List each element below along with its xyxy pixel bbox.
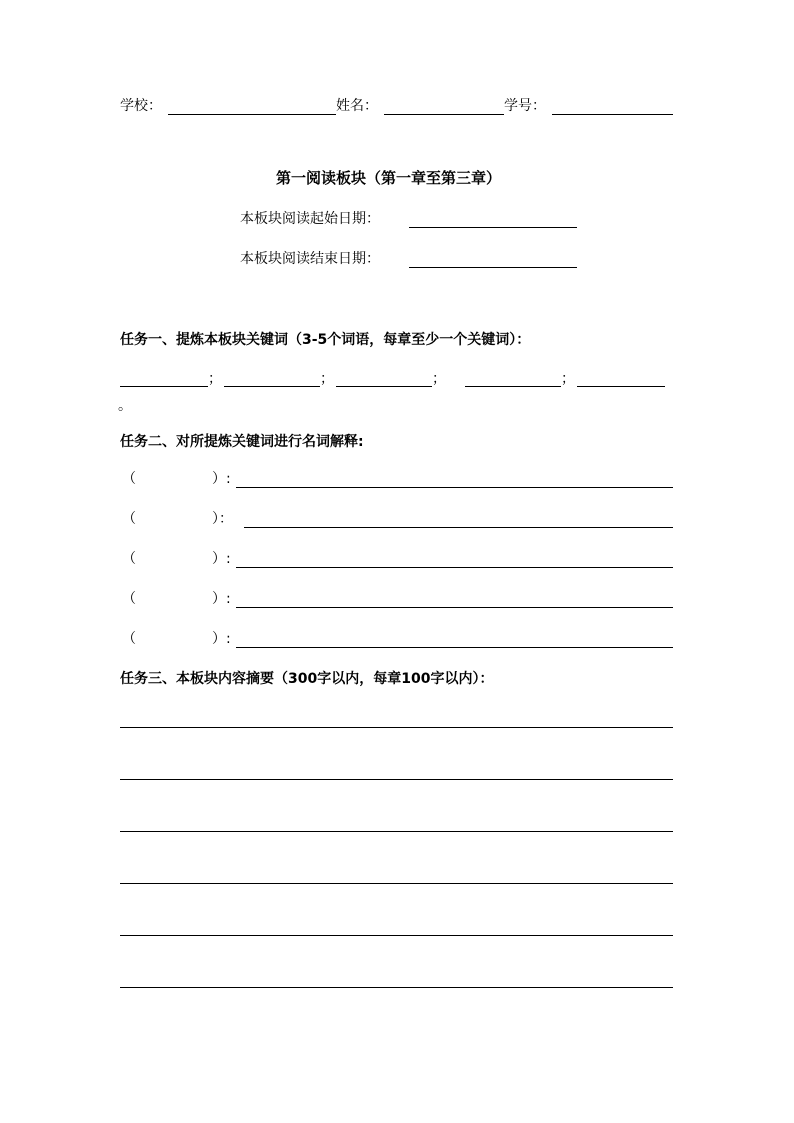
keyword-separator: ； <box>561 371 575 387</box>
keyword-separator: ； <box>432 371 446 387</box>
keyword-field-2[interactable] <box>224 386 320 387</box>
start-date-field[interactable] <box>409 227 577 228</box>
keyword-separator: ； <box>208 371 222 387</box>
summary-line-2[interactable] <box>120 779 673 780</box>
keyword-field-5[interactable] <box>577 386 665 387</box>
definition-field-4[interactable] <box>236 607 673 608</box>
definition-field-5[interactable] <box>236 647 673 648</box>
definition-open-paren: （ <box>122 511 136 527</box>
summary-line-4[interactable] <box>120 883 673 884</box>
task1-heading: 任务一、提炼本板块关键词（3-5个词语，每章至少一个关键词）： <box>120 332 531 348</box>
definition-open-paren: （ <box>122 551 136 567</box>
school-label: 学校： <box>120 98 162 114</box>
summary-line-5[interactable] <box>120 935 673 936</box>
student-id-label: 学号： <box>504 98 546 114</box>
summary-line-1[interactable] <box>120 727 673 728</box>
definition-open-paren: （ <box>122 471 136 487</box>
task3-heading: 任务三、本板块内容摘要（300字以内，每章100字以内）： <box>120 671 494 687</box>
keyword-field-1[interactable] <box>120 386 208 387</box>
student-id-field[interactable] <box>552 114 673 115</box>
definition-close-paren: ）: <box>212 551 231 567</box>
keyword-field-4[interactable] <box>465 386 561 387</box>
definition-field-3[interactable] <box>236 567 673 568</box>
name-field[interactable] <box>384 114 504 115</box>
school-field[interactable] <box>168 114 336 115</box>
definition-close-paren: ）: <box>212 591 231 607</box>
keyword-field-3[interactable] <box>336 386 432 387</box>
definition-open-paren: （ <box>122 631 136 647</box>
name-label: 姓名： <box>336 98 378 114</box>
start-date-label: 本板块阅读起始日期： <box>240 211 380 227</box>
definition-close-paren: ）: <box>212 631 231 647</box>
end-date-label: 本板块阅读结束日期： <box>240 251 380 267</box>
definition-open-paren: （ <box>122 591 136 607</box>
keyword-end-mark: 。 <box>118 398 132 414</box>
end-date-field[interactable] <box>409 267 577 268</box>
definition-close-paren: ）: <box>212 471 231 487</box>
summary-line-6[interactable] <box>120 987 673 988</box>
keyword-separator: ； <box>320 371 334 387</box>
section-title: 第一阅读板块（第一章至第三章） <box>276 169 502 187</box>
definition-field-1[interactable] <box>236 487 673 488</box>
task2-heading: 任务二、对所提炼关键词进行名词解释: <box>120 434 364 450</box>
definition-field-2[interactable] <box>244 527 673 528</box>
summary-line-3[interactable] <box>120 831 673 832</box>
definition-close-paren: ）： <box>212 511 233 527</box>
